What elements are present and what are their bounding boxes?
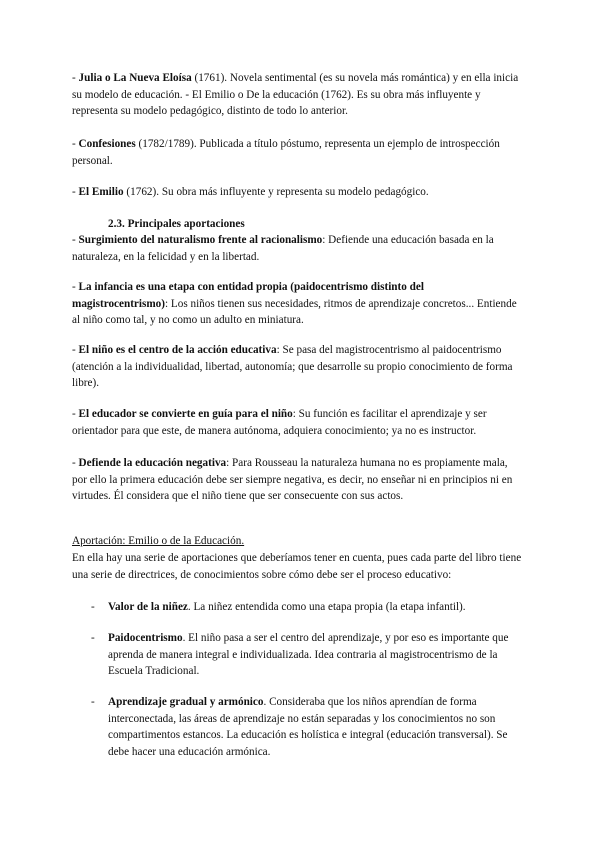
paragraph-emilio: - El Emilio (1762). Su obra más influyente y representa su modelo pedagógico. xyxy=(72,186,429,198)
work-title: Confesiones xyxy=(78,138,136,150)
bullet-item xyxy=(91,630,523,680)
paragraph-confesiones: - Confesiones (1782/1789). Publicada a título póstumo, representa un ejemplo de introspección personal. xyxy=(72,138,500,167)
bullet-dash: - xyxy=(91,696,95,708)
bullet-title: Aprendizaje gradual y armónico xyxy=(108,696,264,708)
contribution-title: El niño es el centro de la acción educativa xyxy=(78,344,277,356)
work-title: Julia o La Nueva Eloísa xyxy=(78,72,192,84)
paragraph-text: (1762). Su obra más influyente y representa su modelo pedagógico. xyxy=(123,186,429,198)
contribution-text: : Su función es facilitar el aprendizaje y ser orientador para que este, de manera autónoma, adquiera conocimiento; ya no es instructor. xyxy=(72,408,487,437)
contribution-item: - Defiende la educación negativa: Para Rousseau la naturaleza humana no es propiamente mala, por ello la primera educación debe ser siempre negativa, es decir, no enseñar ni en principios ni en virtudes. Él considera que el niño tiene que ser consecuente con sus actos. xyxy=(72,457,513,502)
paragraph-julia: - Julia o La Nueva Eloísa (1761). Novela sentimental (es su novela más romántica) y en ella inicia su modelo de educación. - El Emilio o De la educación (1762). Es su obra más influyente y representa su modelo pedagógico, distinto de todo lo anterior. xyxy=(72,72,519,117)
bullet-item xyxy=(91,599,523,616)
contribution-text: : Los niños tienen sus necesidades, ritmos de aprendizaje concretos... Entiende al niño como tal, y no como un adulto en miniatura. xyxy=(72,297,517,326)
bullet-title: Valor de la niñez xyxy=(108,601,188,613)
paragraph-text: (1761). Novela sentimental (es su novela más romántica) y en ella inicia su modelo de educación. - El Emilio o De la educación (1762). Es su obra más influyente y representa su modelo pedagógico, distinto de todo lo anterior. xyxy=(72,72,519,117)
contribution-text: : Defiende una educación basada en la naturaleza, en la felicidad y en la libertad. xyxy=(72,234,494,263)
bullet-text: . La niñez entendida como una etapa propia (la etapa infantil). xyxy=(187,601,466,613)
contribution-title: Surgimiento del naturalismo frente al racionalismo xyxy=(78,234,323,246)
bullet-dash: - xyxy=(91,632,95,644)
aportacion-intro: En ella hay una serie de aportaciones que deberíamos tener en cuenta, pues cada parte del libro tiene una serie de directrices, de conocimientos sobre cómo debe ser el proceso educativo: xyxy=(72,552,522,581)
contribution-text: : Para Rousseau la naturaleza humana no es propiamente mala, por ello la primera educación debe ser siempre negativa, es decir, no enseñar ni en principios ni en virtudes. Él considera que el niño tiene que ser consecuente con sus actos. xyxy=(72,457,513,502)
bullet-text: . Consideraba que los niños aprendían de forma interconectada, las áreas de aprendizaje no están separadas y los conocimientos no son compartimentos estancos. La educación es holística e integral (educación transversal). Se debe hacer una educación armónica. xyxy=(108,696,508,758)
bullet-dash: - xyxy=(91,601,95,613)
work-title: El Emilio xyxy=(78,186,124,198)
section-heading: 2.3. Principales aportaciones xyxy=(108,218,245,230)
contribution-text: : Se pasa del magistrocentrismo al paidocentrismo (atención a la individualidad, libertad, autonomía; que desarrolle su propio conocimiento de forma libre). xyxy=(72,344,513,389)
contribution-title: El educador se convierte en guía para el niño xyxy=(78,408,293,420)
contribution-item: - La infancia es una etapa con entidad propia (paidocentrismo distinto del magistrocentrismo): Los niños tienen sus necesidades, ritmos de aprendizaje concretos... Entiende al niño como tal, y no como un adulto en miniatura. xyxy=(72,281,517,326)
contribution-title: La infancia es una etapa con entidad propia (paidocentrismo distinto del magistrocentrismo) xyxy=(72,281,424,310)
bullet-item xyxy=(91,694,523,760)
contribution-title: Defiende la educación negativa xyxy=(78,457,227,469)
bullet-title: Paidocentrismo xyxy=(108,632,183,644)
contribution-item: - El educador se convierte en guía para el niño: Su función es facilitar el aprendizaje y ser orientador para que este, de manera autónoma, adquiera conocimiento; ya no es instructor. xyxy=(72,408,487,437)
contribution-item: - El niño es el centro de la acción educativa: Se pasa del magistrocentrismo al paidocentrismo (atención a la individualidad, libertad, autonomía; que desarrolle su propio conocimiento de forma libre). xyxy=(72,344,513,389)
bullet-text: . El niño pasa a ser el centro del aprendizaje, y por eso es importante que aprenda de manera integral e individualizada. Idea contraria al magistrocentrismo de la Escuela Tradicional. xyxy=(108,632,509,677)
paragraph-text: (1782/1789). Publicada a título póstumo, representa un ejemplo de introspección personal. xyxy=(72,138,500,167)
contribution-item: - Surgimiento del naturalismo frente al racionalismo: Defiende una educación basada en la naturaleza, en la felicidad y en la libertad. xyxy=(72,234,494,263)
aportacion-heading: Aportación: Emilio o de la Educación. xyxy=(72,535,245,547)
